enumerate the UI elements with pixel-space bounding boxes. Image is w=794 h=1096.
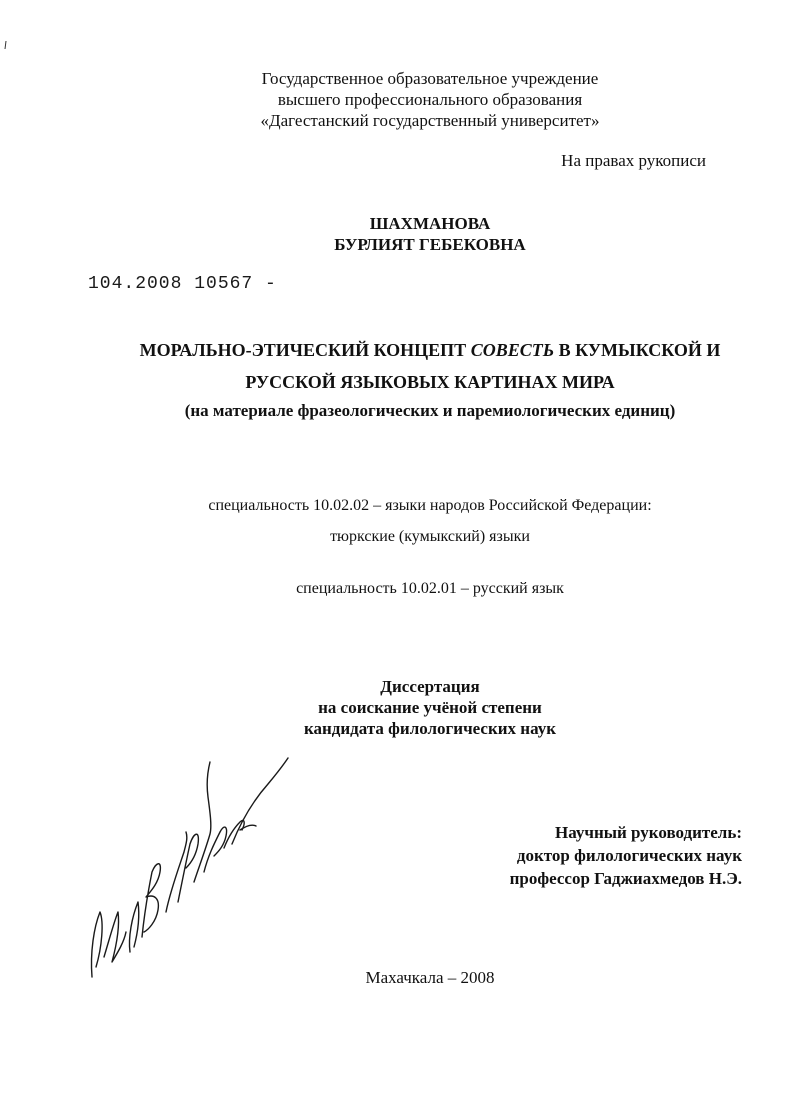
manuscript-note: На правах рукописи [561,151,706,170]
title-line-1 [0,334,794,366]
title-keyword: СОВЕСТЬ [470,340,555,360]
title-subtitle: (на материале фразеологических и паремиологических единиц) [184,401,676,420]
author-block [0,213,794,255]
institution-line-3: «Дагестанский государственный университет» [260,111,600,130]
city-year: Махачкала – 2008 [365,968,495,987]
title-line-2: РУССКОЙ ЯЗЫКОВЫХ КАРТИНАХ МИРА [245,372,615,392]
advisor-name: профессор Гаджиахмедов Н.Э. [509,869,742,888]
scan-mark [4,36,7,44]
author-given-names: БУРЛИЯТ ГЕБЕКОВНА [334,235,526,254]
dissertation-label: Диссертация [380,677,480,696]
institution-block [0,68,794,131]
institution-line-2: высшего профессионального образования [277,90,583,109]
dissertation-block [0,676,794,739]
specialty-1-line-2: тюркские (кумыкский) языки [330,528,530,545]
institution-line-1: Государственное образовательное учреждение [261,69,599,88]
handwritten-signature [82,752,312,982]
advisor-degree: доктор филологических наук [516,846,742,865]
title-line-1-end: В КУМЫКСКОЙ И [554,340,721,360]
dissertation-degree-line: на соискание учёной степени [318,698,542,717]
specialty-1-line-1: специальность 10.02.02 – языки народов Российской Федерации: [208,497,652,514]
advisor-block [510,821,742,890]
dissertation-field: кандидата филологических наук [303,719,557,738]
stamp-number: 104.2008 10567 - [88,274,277,294]
dissertation-title [0,334,794,398]
title-line-1-start: МОРАЛЬНО-ЭТИЧЕСКИЙ КОНЦЕПТ [139,340,471,360]
advisor-label: Научный руководитель: [555,823,742,842]
author-surname: ШАХМАНОВА [369,214,491,233]
specialty-2: специальность 10.02.01 – русский язык [296,580,564,597]
